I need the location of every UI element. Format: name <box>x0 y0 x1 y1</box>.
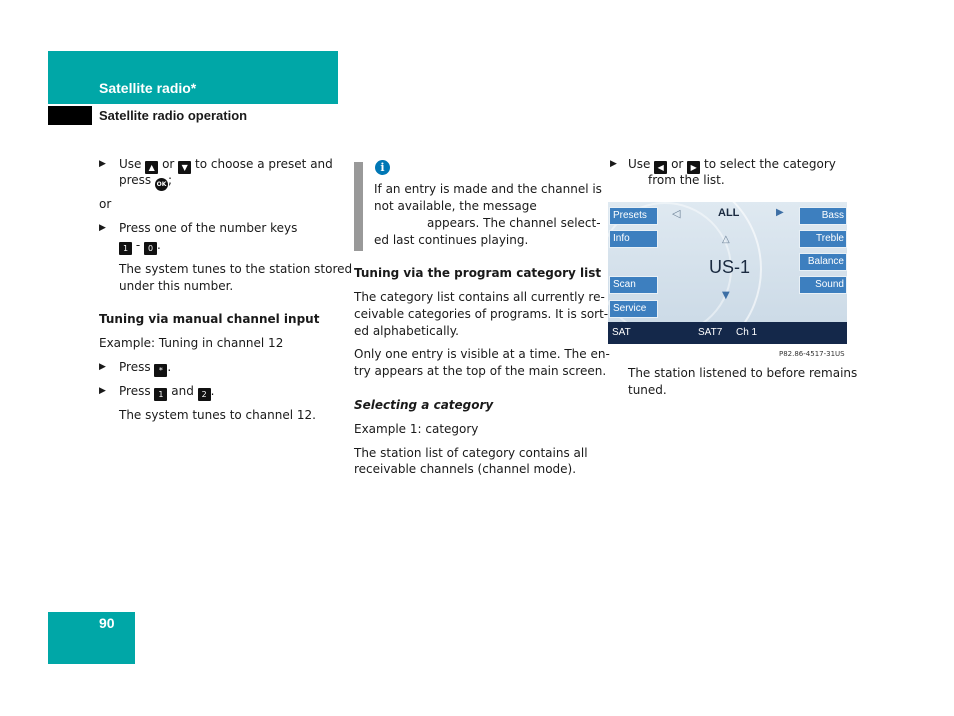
bullet-icon: ▶ <box>610 159 617 169</box>
ok-key-icon: OK <box>155 178 168 191</box>
paragraph-text: ed alphabetically. <box>354 324 459 338</box>
result-text: The station listened to before remains <box>628 366 858 380</box>
paragraph-text: The category list contains all currently re- <box>354 290 605 304</box>
number-key-range: 1 - 0 . <box>119 237 161 255</box>
info-text: appears. The channel select- <box>427 216 601 230</box>
info-icon: i <box>375 160 390 175</box>
paragraph-text: ceivable categories of programs. It is sort- <box>354 307 609 321</box>
result-text: The system tunes to channel 12. <box>119 408 316 422</box>
page-number: 90 <box>99 615 115 631</box>
result-text: tuned. <box>628 383 667 397</box>
or-text: or <box>99 197 112 211</box>
example-text: Example: Tuning in channel 12 <box>99 336 284 350</box>
station-name: US-1 <box>709 257 751 277</box>
info-text: If an entry is made and the channel is <box>374 182 602 196</box>
key-0-icon: 0 <box>144 242 157 255</box>
section-title: Satellite radio* <box>99 80 197 96</box>
example-text: Example 1: category <box>354 422 479 436</box>
scan-button[interactable]: Scan <box>609 276 658 294</box>
nav-left-icon[interactable]: ◁ <box>672 207 681 220</box>
heading-category-list: Tuning via the program category list <box>354 266 602 280</box>
status-channel-number: Ch 1 <box>736 327 758 338</box>
step-select-category: Use ◀ or ▶ to select the category <box>628 157 836 172</box>
info-button[interactable]: Info <box>609 230 658 248</box>
status-bar <box>608 322 847 344</box>
info-text: ed last continues playing. <box>374 233 529 247</box>
step-press-ok: press OK ; <box>119 172 172 191</box>
nav-down-icon[interactable]: ▼ <box>722 290 730 301</box>
left-key-icon: ◀ <box>654 161 667 174</box>
paragraph-text: receivable channels (channel mode). <box>354 462 577 476</box>
heading-selecting-category: Selecting a category <box>354 398 494 412</box>
balance-button[interactable]: Balance <box>799 253 847 271</box>
bullet-icon: ▶ <box>99 362 106 372</box>
nav-right-icon[interactable]: ▶ <box>776 207 784 218</box>
key-2-icon: 2 <box>198 388 211 401</box>
down-key-icon: ▼ <box>178 161 191 174</box>
result-text: The system tunes to the station stored <box>119 262 353 276</box>
step-number-keys: Press one of the number keys <box>119 221 298 235</box>
paragraph-text: The station list of category contains all <box>354 446 588 460</box>
bullet-icon: ▶ <box>99 386 106 396</box>
bullet-icon: ▶ <box>99 223 106 233</box>
step-press-1-2: Press 1 and 2 . <box>119 384 215 399</box>
header-bar <box>48 51 338 104</box>
bullet-icon: ▶ <box>99 159 106 169</box>
sound-button[interactable]: Sound <box>799 276 847 294</box>
treble-button[interactable]: Treble <box>799 230 847 248</box>
result-text: under this number. <box>119 279 234 293</box>
key-1-icon: 1 <box>154 388 167 401</box>
info-bar <box>354 162 363 251</box>
up-key-icon: ▲ <box>145 161 158 174</box>
step-text: from the list. <box>648 173 725 187</box>
star-key-icon: * <box>154 364 167 377</box>
paragraph-text: Only one entry is visible at a time. The en- <box>354 347 610 361</box>
right-key-icon: ▶ <box>687 161 700 174</box>
figure-caption: P82.86-4517-31US <box>779 350 845 358</box>
key-1-icon: 1 <box>119 242 132 255</box>
page-number-box <box>48 612 135 664</box>
radio-display <box>608 202 847 344</box>
bass-button[interactable]: Bass <box>799 207 847 225</box>
nav-up-icon[interactable]: △ <box>722 234 730 245</box>
info-text: not available, the message <box>374 199 537 213</box>
step-press-star: Press * . <box>119 360 172 375</box>
category-label: ALL <box>718 207 740 219</box>
heading-manual-input: Tuning via manual channel input <box>99 312 320 326</box>
service-button[interactable]: Service <box>609 300 658 318</box>
subsection-marker <box>48 106 92 125</box>
presets-button[interactable]: Presets <box>609 207 658 225</box>
status-band: SAT <box>612 327 631 338</box>
step-choose-preset: Use ▲ or ▼ to choose a preset and <box>119 157 333 172</box>
paragraph-text: try appears at the top of the main screen. <box>354 364 607 378</box>
subsection-title: Satellite radio operation <box>99 108 248 123</box>
status-channel-name: SAT7 <box>698 327 723 338</box>
